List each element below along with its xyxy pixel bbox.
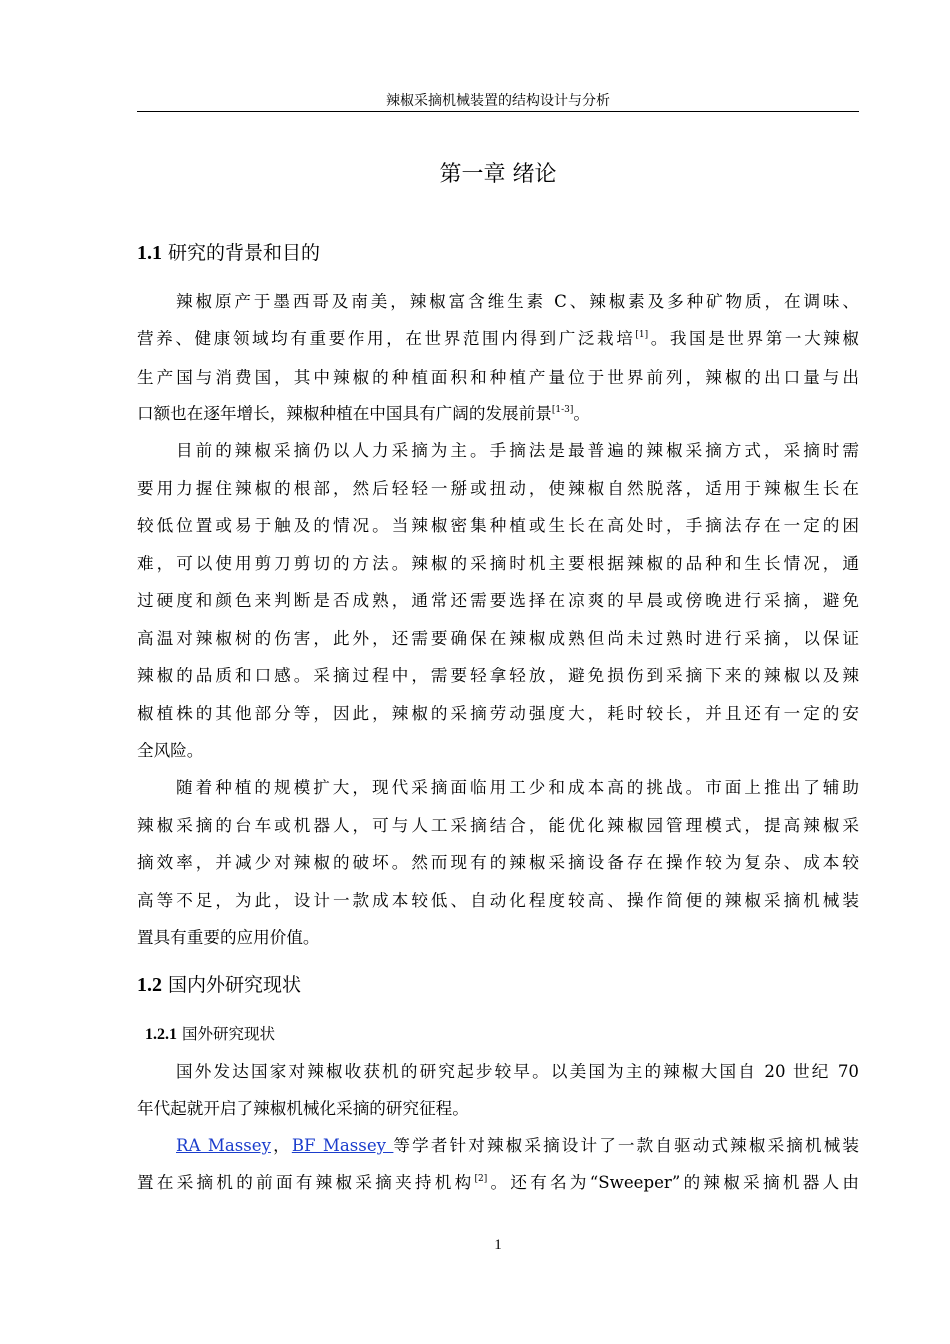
section-title: 研究的背景和目的 xyxy=(168,242,321,264)
paragraph-line: 生产国与消费国，其中辣椒的种植面积和种植产量位于世界前列，辣椒的出口量与出 xyxy=(137,368,859,387)
subsection-heading-1-2-1 xyxy=(145,1023,275,1046)
paragraph-line: 置在采摘机的前面有辣椒采摘夹持机构[2]。还有名为“Sweeper”的辣椒采摘机器人由 xyxy=(137,1173,859,1192)
paragraph-line: 高温对辣椒树的伤害，此外，还需要确保在辣椒成熟但尚未过熟时进行采摘，以保证 xyxy=(137,629,859,648)
paragraph-line: 全风险。 xyxy=(137,741,204,760)
author-link-ra-massey[interactable]: RA Massey xyxy=(176,1136,271,1155)
paragraph-line: 摘效率，并减少对辣椒的破坏。然而现有的辣椒采摘设备存在操作较为复杂、成本较 xyxy=(137,853,859,872)
paragraph-line: 难，可以使用剪刀剪切的方法。辣椒的采摘时机主要根据辣椒的品种和生长情况，通 xyxy=(137,554,859,573)
paragraph-line: 口额也在逐年增长，辣椒种植在中国具有广阔的发展前景[1-3]。 xyxy=(137,404,590,423)
paragraph-line: 高等不足，为此，设计一款成本较低、自动化程度较高、操作简便的辣椒采摘机械装 xyxy=(137,891,859,910)
citation[interactable]: [1] xyxy=(635,330,649,340)
paragraph-line: 较低位置或易于触及的情况。当辣椒密集种植或生长在高处时，手摘法存在一定的困 xyxy=(137,516,859,535)
paragraph-line: 营养、健康领域均有重要作用，在世界范围内得到广泛栽培[1]。我国是世界第一大辣椒 xyxy=(137,329,859,348)
header-rule xyxy=(137,111,859,112)
paragraph-line: 辣椒的品质和口感。采摘过程中，需要轻拿轻放，避免损伤到采摘下来的辣椒以及辣 xyxy=(137,666,859,685)
section-number: 1.2 xyxy=(137,974,162,996)
paragraph-line: 置具有重要的应用价值。 xyxy=(137,928,320,947)
paragraph-line: 过硬度和颜色来判断是否成熟，通常还需要选择在凉爽的早晨或傍晚进行采摘，避免 xyxy=(137,591,859,610)
paragraph-line: 随着种植的规模扩大，现代采摘面临用工少和成本高的挑战。市面上推出了辅助 xyxy=(176,778,859,797)
subsection-number: 1.2.1 xyxy=(145,1026,177,1043)
paragraph-line: 国外发达国家对辣椒收获机的研究起步较早。以美国为主的辣椒大国自 20 世纪 70 xyxy=(176,1062,859,1081)
chapter-title: 第一章 绪论 xyxy=(439,162,557,187)
paragraph-line: RA Massey，BF Massey 等学者针对辣椒采摘设计了一款自驱动式辣椒采摘机械装 xyxy=(176,1136,860,1155)
section-heading-1-1 xyxy=(137,240,320,266)
paragraph-line: 辣椒原产于墨西哥及南美，辣椒富含维生素 C、辣椒素及多种矿物质，在调味、 xyxy=(176,292,859,311)
running-header: 辣椒采摘机械装置的结构设计与分析 xyxy=(386,93,610,109)
page-number: 1 xyxy=(494,1237,502,1253)
paragraph-line: 辣椒采摘的台车或机器人，可与人工采摘结合，能优化辣椒园管理模式，提高辣椒采 xyxy=(137,816,859,835)
citation[interactable]: [1-3] xyxy=(551,405,574,415)
section-heading-1-2 xyxy=(137,972,301,998)
paragraph-line: 要用力握住辣椒的根部，然后轻轻一掰或扭动，使辣椒自然脱落，适用于辣椒生长在 xyxy=(137,479,859,498)
subsection-title: 国外研究现状 xyxy=(181,1025,275,1043)
paragraph-line: 椒植株的其他部分等，因此，辣椒的采摘劳动强度大，耗时较长，并且还有一定的安 xyxy=(137,704,859,723)
citation[interactable]: [2] xyxy=(474,1174,488,1184)
author-link-bf-massey[interactable]: BF Massey xyxy=(291,1136,394,1155)
section-number: 1.1 xyxy=(137,242,162,264)
paragraph-line: 年代起就开启了辣椒机械化采摘的研究征程。 xyxy=(137,1099,469,1118)
paragraph-line: 目前的辣椒采摘仍以人力采摘为主。手摘法是最普遍的辣椒采摘方式，采摘时需 xyxy=(176,441,859,460)
section-title: 国内外研究现状 xyxy=(168,974,302,996)
